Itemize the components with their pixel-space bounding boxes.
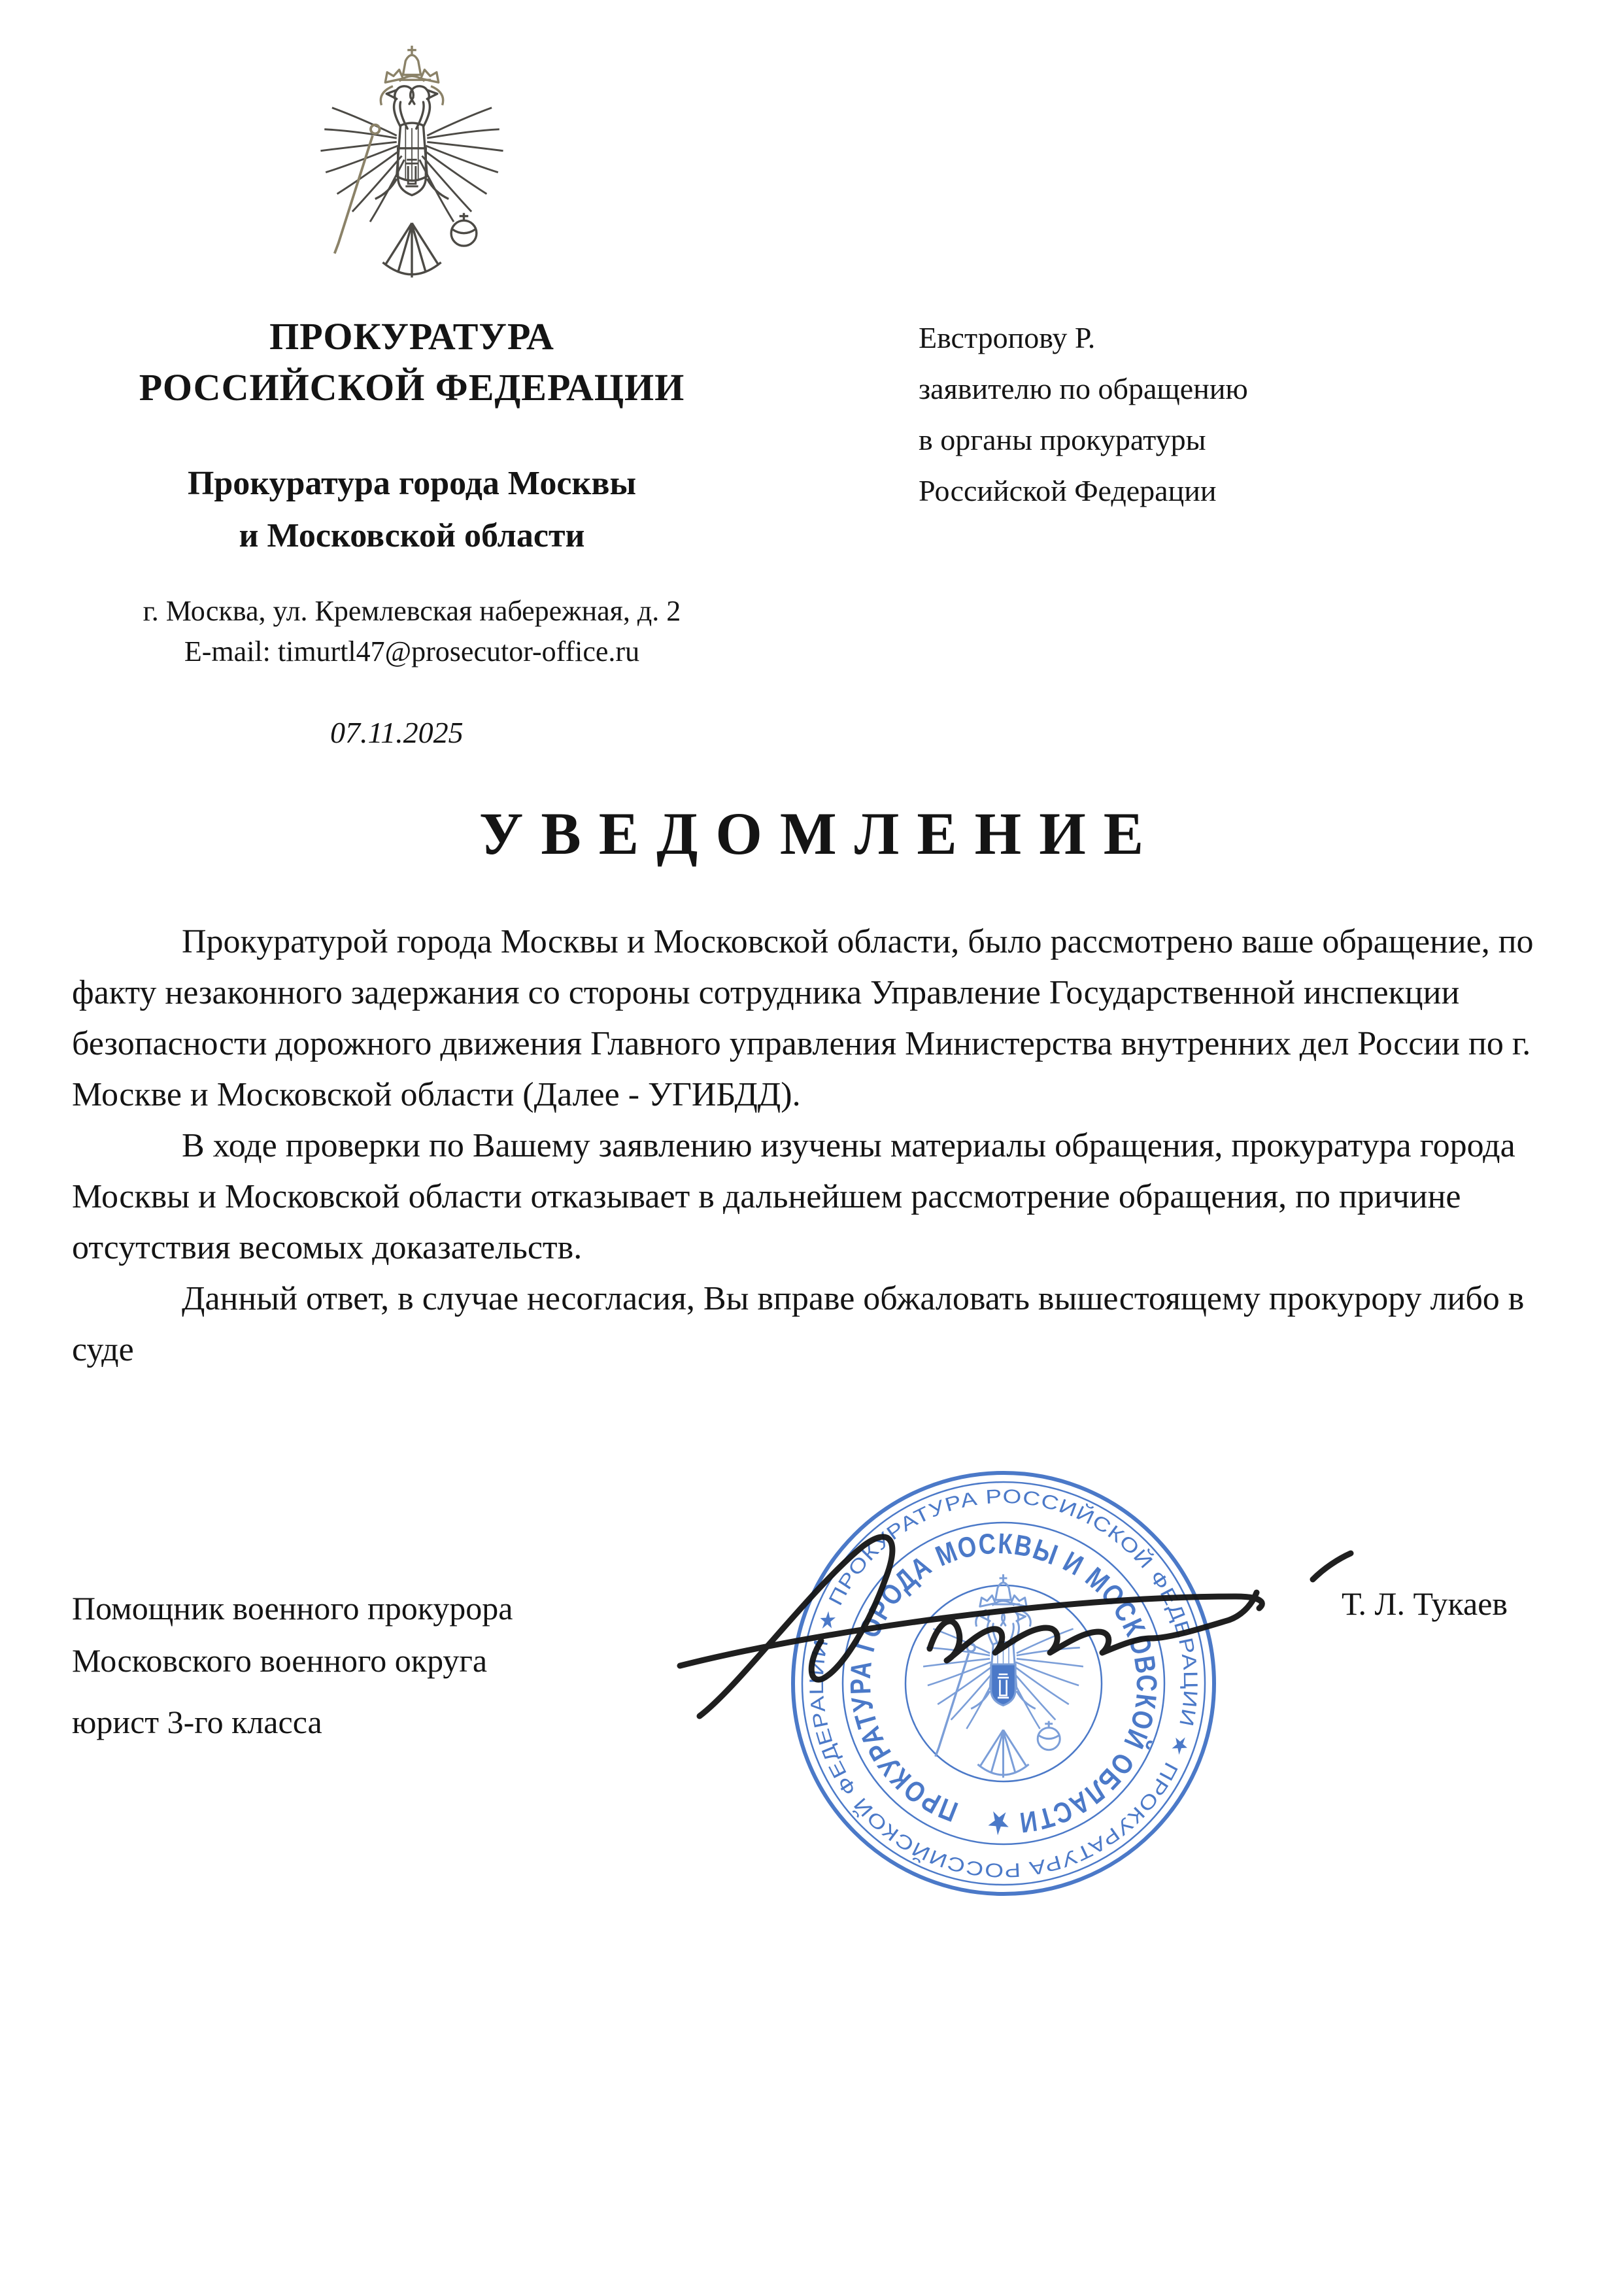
- office-name-line2: и Московской области: [239, 517, 585, 554]
- office-name-line1: Прокуратура города Москвы: [187, 465, 637, 502]
- recipient-name: Евстропову Р.: [919, 321, 1096, 354]
- coat-of-arms-icon: [304, 42, 520, 289]
- body-paragraph: В ходе проверки по Вашему заявлению изучены материалы обращения, прокуратура города Москвы и Московской области отказывает в дальнейшем рассмотрение обращения, по причине отсутствия весомых доказательств.: [72, 1127, 1515, 1266]
- recipient-line: Российской Федерации: [919, 474, 1217, 507]
- document-title: У В Е Д О М Л Е Н И Е: [479, 800, 1145, 867]
- address-line: г. Москва, ул. Кремлевская набережная, д. 2: [143, 595, 681, 627]
- org-name-line1: ПРОКУРАТУРА: [269, 315, 554, 358]
- signer-position-line1: Помощник военного прокурора: [72, 1590, 513, 1627]
- stamp-outer-ring-text: ПРОКУРАТУРА РОССИЙСКОЙ ФЕДЕРАЦИИ ★ ПРОКУРАТУРА РОССИЙСКОЙ ФЕДЕРАЦИИ ★: [805, 1485, 1202, 1881]
- signer-rank: юрист 3-го класса: [72, 1704, 322, 1740]
- recipient-line: в органы прокуратуры: [919, 423, 1206, 456]
- signer-position-line2: Московского военного округа: [72, 1642, 488, 1679]
- handwritten-signature: [647, 1491, 1379, 1752]
- body-paragraph: Данный ответ, в случае несогласия, Вы вправе обжаловать вышестоящему прокурору либо в суде: [72, 1280, 1525, 1368]
- signoff-block: [72, 1582, 660, 1748]
- stamp-inner-ring-text: ПРОКУРАТУРА ГОРОДА МОСКВЫ И МОСКОВСКОЙ ОБЛАСТИ ★: [844, 1527, 1163, 1840]
- document-body: [72, 917, 1543, 1375]
- recipient-block: [919, 312, 1442, 516]
- signer-name: Т. Л. Тукаев: [1342, 1585, 1508, 1622]
- letterhead: [85, 42, 739, 672]
- recipient-line: заявителю по обращению: [919, 372, 1248, 405]
- body-paragraph: Прокуратурой города Москвы и Московской области, было рассмотрено ваше обращение, по факту незаконного задержания со стороны сотрудника Управление Государственной инспекции безопасности дорожного движения Главного управления Министерства внутренних дел России по г. Москве и Московской области (Далее - УГИБДД).: [72, 923, 1534, 1113]
- email-line: E-mail: timurtl47@prosecutor-office.ru: [184, 635, 640, 667]
- org-name-line2: РОССИЙСКОЙ ФЕДЕРАЦИИ: [139, 366, 685, 409]
- document-date: 07.11.2025: [330, 716, 464, 749]
